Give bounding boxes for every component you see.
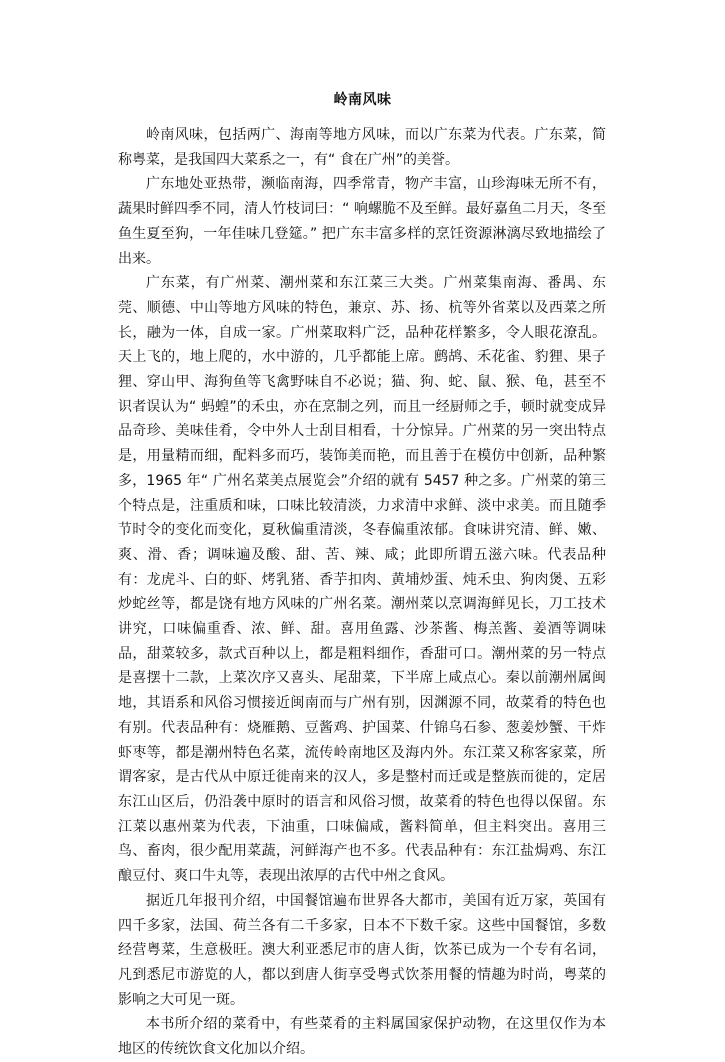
page-title: 岭南风味: [333, 92, 392, 108]
paragraph-intro: 岭南风味，包括两广、海南等地方风味，而以广东菜为代表。广东菜，简称粤菜，是我国四大菜系之一，有“ 食在广州”的美誉。: [118, 127, 606, 168]
paragraph-three-cuisines: 广东菜，有广州菜、潮州菜和东江菜三大类。广州菜集南海、番禺、东莞、顺德、中山等地方风味的特色，兼京、苏、扬、杭等外省菜以及西菜之所长，融为一体，自成一家。广州菜取料广泛，品种花样繁多，令人眼花潦乱。天上飞的，地上爬的，水中游的，几乎都能上席。鹧鸪、禾花雀、豹狸、果子狸、穿山甲、海狗鱼等飞禽野味自不必说；猫、狗、蛇、鼠、猴、龟，甚至不识者误认为“ 蚂蝗”的禾虫，亦在烹制之列，而且一经厨师之手，顿时就变成异品奇珍、美味佳肴，令中外人士刮目相看，十分惊异。广州菜的另一突出特点是，用量精而细，配料多而巧，装饰美而艳，而且善于在模仿中创新，品种繁多，1965 年“ 广州名菜美点展览会”介绍的就有 5457 种之多。广州菜的第三个特点是，注重质和味，口味比较清淡，力求清中求鲜、淡中求美。而且随季节时令的变化而变化，夏秋偏重清淡，冬春偏重浓郁。食味讲究清、鲜、嫩、爽、滑、香；调味遍及酸、甜、苦、辣、咸；此即所谓五滋六味。代表品种有：龙虎斗、白的虾、烤乳猪、香芋扣肉、黄埔炒蛋、炖禾虫、狗肉煲、五彩炒蛇丝等，都是饶有地方风味的广州名菜。潮州菜以烹调海鲜见长，刀工技术讲究，口味偏重香、浓、鲜、甜。喜用鱼露、沙茶酱、梅羔酱、姜酒等调味品，甜菜较多，款式百种以上，都是粗料细作，香甜可口。潮州菜的另一特点是喜摆十二款，上菜次序又喜头、尾甜菜，下半席上咸点心。秦以前潮州属闽地，其语系和风俗习惯接近闽南而与广州有别，因渊源不同，故菜肴的特色也有别。代表品种有：烧雁鹅、豆酱鸡、护国菜、什锦乌石参、葱姜炒蟹、干炸虾枣等，都是潮州特色名菜，流传岭南地区及海内外。东江菜又称客家菜，所谓客家，是古代从中原迁徙南来的汉人，多是整村而迁或是整族而徙的，定居东江山区后，仍沿袭中原时的语言和风俗习惯，故菜肴的特色也得以保留。东江菜以惠州菜为代表，下油重，口味偏咸，酱料简单，但主料突出。喜用三鸟、畜肉，很少配用菜蔬，河鲜海产也不多。代表品种有：东江盐焗鸡、东江酿豆付、爽口牛丸等，表现出浓厚的古代中州之食风。: [118, 275, 606, 885]
paragraph-overseas: 据近几年报刊介绍，中国餐馆遍布世界各大都市，美国有近万家，英国有四千多家，法国、荷兰各有二千多家，日本不下数千家。这些中国餐馆，多数经营粤菜，生意极旺。澳大利亚悉尼市的唐人街，饮茶已成为一个专有名词，凡到悉尼市游览的人，都以到唐人街享受粤式饮茶用餐的情趣为时尚，粤菜的影响之大可见一斑。: [118, 892, 606, 1008]
document-body: [118, 123, 606, 1062]
paragraph-geography: 广东地处亚热带，濒临南海，四季常青，物产丰富，山珍海味无所不有，蔬果时鲜四季不同，清人竹枝词曰：“ 响螺脆不及至鲜。最好嘉鱼二月天，冬至鱼生夏至狗，一年佳味几登筵。” 把广东丰富多样的烹饪资源淋漓尽致地描绘了出来。: [118, 176, 606, 267]
paragraph-note: 本书所介绍的菜肴中，有些菜肴的主料属国家保护动物，在这里仅作为本地区的传统饮食文化加以介绍。: [118, 1016, 606, 1058]
